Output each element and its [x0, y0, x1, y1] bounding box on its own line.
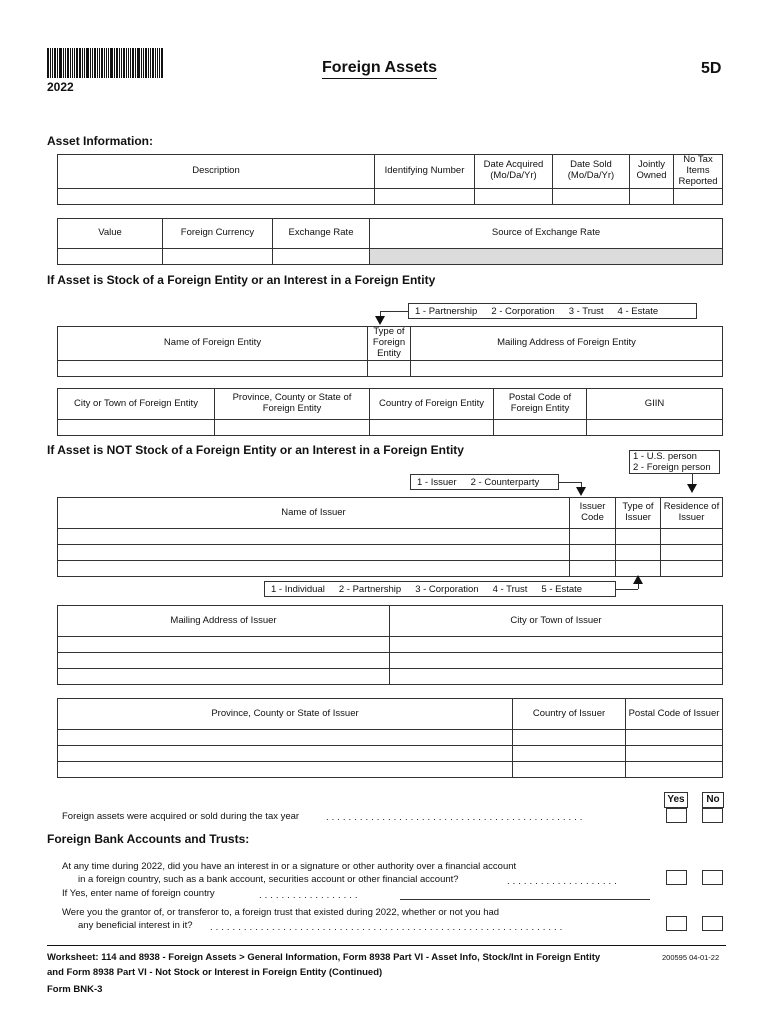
col-date-sold: Date Sold (Mo/Da/Yr)	[553, 155, 630, 189]
description-input[interactable]	[58, 188, 375, 204]
footer-worksheet-line1: Worksheet: 114 and 8938 - Foreign Assets > General Information, Form 8938 Part VI - Asset Info, Stock/Int in Foreign Entity	[47, 952, 601, 963]
barcode-bar	[108, 48, 109, 78]
col-issuer-residence: Residence of Issuer	[661, 498, 723, 529]
asset-value-table	[57, 218, 723, 265]
issuer-table	[57, 497, 723, 577]
barcode-bar	[141, 48, 142, 78]
issuer-code-input[interactable]	[570, 529, 616, 545]
footer-divider	[47, 945, 726, 946]
issuer-postal-input[interactable]	[626, 762, 723, 778]
col-issuer-name: Name of Issuer	[58, 498, 570, 529]
barcode-bar	[84, 48, 85, 78]
issuer-city-input[interactable]	[390, 637, 723, 653]
col-foreign-entity-name: Name of Foreign Entity	[58, 327, 368, 361]
col-foreign-currency: Foreign Currency	[163, 219, 273, 249]
jointly-owned-input[interactable]	[630, 188, 674, 204]
col-issuer-mailing-address: Mailing Address of Issuer	[58, 606, 390, 637]
issuer-type-input[interactable]	[616, 545, 661, 561]
date-acquired-input[interactable]	[475, 188, 553, 204]
issuer-code-legend	[410, 474, 559, 490]
foreign-trust-yes-checkbox[interactable]	[666, 916, 687, 931]
acquired-sold-yes-checkbox[interactable]	[666, 808, 687, 823]
not-stock-heading: If Asset is NOT Stock of a Foreign Entity or an Interest in a Foreign Entity	[47, 443, 464, 457]
col-issuer-country: Country of Issuer	[513, 699, 626, 730]
identifying-number-input[interactable]	[375, 188, 475, 204]
legend-item: 1 - Individual	[271, 583, 325, 595]
foreign-trust-question: Were you the grantor of, or transferor to, a foreign trust that existed during 2022, whether or not you had	[62, 907, 500, 918]
barcode-bar	[54, 48, 56, 78]
financial-account-question: At any time during 2022, did you have an interest in or a signature or other authority over a financial account	[62, 861, 517, 872]
barcode-bar	[157, 48, 158, 78]
no-column-label: No	[702, 792, 724, 808]
issuer-location-table	[57, 698, 723, 778]
financial-account-yes-checkbox[interactable]	[666, 870, 687, 885]
barcode-bar	[119, 48, 120, 78]
col-source-exchange-rate: Source of Exchange Rate	[370, 219, 723, 249]
leader-dots: ...............................................................	[210, 922, 566, 933]
footer-form-code: 200595 04-01-22	[662, 953, 720, 962]
col-province-state: Province, County or State of Foreign Entity	[215, 389, 370, 420]
barcode-bar	[106, 48, 107, 78]
issuer-country-input[interactable]	[513, 746, 626, 762]
leader-dots: ..................	[259, 890, 361, 901]
barcode-bar	[97, 48, 98, 78]
value-input[interactable]	[58, 249, 163, 265]
barcode-bar	[148, 48, 149, 78]
city-town-input[interactable]	[58, 420, 215, 436]
barcode-bar	[155, 48, 156, 78]
col-description: Description	[58, 155, 375, 189]
page-title: Foreign Assets	[322, 59, 437, 79]
barcode-bar	[94, 48, 96, 78]
barcode-bar	[57, 48, 58, 78]
col-exchange-rate: Exchange Rate	[273, 219, 370, 249]
barcode-bar	[135, 48, 136, 78]
legend-item: 3 - Trust	[568, 305, 604, 317]
source-exchange-rate-input[interactable]	[370, 249, 723, 265]
issuer-city-input[interactable]	[390, 653, 723, 669]
legend-item: 3 - Corporation	[415, 583, 479, 595]
foreign-trust-question-cont: any beneficial interest in it?	[78, 920, 193, 931]
issuer-residence-input[interactable]	[661, 561, 723, 577]
issuer-name-input[interactable]	[58, 529, 570, 545]
barcode-bar	[128, 48, 129, 78]
col-identifying-number: Identifying Number	[375, 155, 475, 189]
legend-item: 4 - Estate	[617, 305, 659, 317]
form-number: 5D	[701, 60, 722, 77]
legend-item: 1 - Issuer	[417, 476, 457, 488]
barcode-bar	[121, 48, 122, 78]
col-country: Country of Foreign Entity	[370, 389, 494, 420]
barcode-bar	[126, 48, 127, 78]
barcode-bar	[50, 48, 51, 78]
foreign-entity-name-input[interactable]	[58, 360, 368, 376]
legend-item: 2 - Counterparty	[470, 476, 540, 488]
barcode-bar	[74, 48, 75, 78]
col-city-town: City or Town of Foreign Entity	[58, 389, 215, 420]
barcode-bar	[152, 48, 154, 78]
footer-worksheet-line2: and Form 8938 Part VI - Not Stock or Interest in Foreign Entity (Continued)	[47, 967, 383, 978]
legend-connector	[380, 311, 408, 312]
issuer-residence-input[interactable]	[661, 529, 723, 545]
issuer-code-input[interactable]	[570, 545, 616, 561]
barcode-bar	[110, 48, 113, 78]
no-tax-items-input[interactable]	[674, 188, 723, 204]
legend-item: 1 - U.S. person	[633, 451, 697, 462]
stock-entity-heading: If Asset is Stock of a Foreign Entity or an Interest in a Foreign Entity	[47, 273, 436, 287]
barcode-bar	[76, 48, 78, 78]
col-foreign-entity-address: Mailing Address of Foreign Entity	[411, 327, 723, 361]
barcode-bar	[63, 48, 64, 78]
date-sold-input[interactable]	[553, 188, 630, 204]
foreign-country-question: If Yes, enter name of foreign country	[62, 888, 215, 899]
giin-input[interactable]	[587, 420, 723, 436]
issuer-province-input[interactable]	[58, 746, 513, 762]
tax-year: 2022	[47, 80, 74, 94]
issuer-postal-input[interactable]	[626, 746, 723, 762]
barcode-bar	[123, 48, 125, 78]
footer-form-label: Form BNK-3	[47, 984, 103, 995]
arrow-down-icon	[375, 316, 385, 325]
legend-item: 2 - Foreign person	[633, 462, 711, 473]
col-issuer-province: Province, County or State of Issuer	[58, 699, 513, 730]
legend-connector	[692, 474, 693, 484]
financial-account-question-cont: in a foreign country, such as a bank account, securities account or other financial account?	[78, 874, 459, 885]
col-issuer-type: Type of Issuer	[616, 498, 661, 529]
arrow-up-icon	[633, 575, 643, 584]
col-value: Value	[58, 219, 163, 249]
barcode-bar	[65, 48, 66, 78]
col-no-tax-items: No Tax Items Reported	[674, 155, 723, 189]
yes-column-label: Yes	[664, 792, 688, 808]
barcode	[47, 48, 181, 78]
legend-item: 2 - Corporation	[491, 305, 555, 317]
barcode-bar	[101, 48, 103, 78]
barcode-bar	[130, 48, 131, 78]
foreign-entity-location-table	[57, 388, 723, 436]
leader-dots: ..............................................	[326, 812, 586, 823]
barcode-bar	[132, 48, 134, 78]
barcode-bar	[116, 48, 118, 78]
issuer-city-input[interactable]	[390, 669, 723, 685]
barcode-bar	[47, 48, 49, 78]
issuer-code-input[interactable]	[570, 561, 616, 577]
col-postal-code: Postal Code of Foreign Entity	[494, 389, 587, 420]
issuer-name-input[interactable]	[58, 561, 570, 577]
barcode-bar	[90, 48, 91, 78]
issuer-province-input[interactable]	[58, 762, 513, 778]
barcode-bar	[92, 48, 93, 78]
legend-connector	[616, 589, 638, 590]
issuer-type-legend	[264, 581, 616, 597]
barcode-bar	[137, 48, 140, 78]
barcode-bar	[99, 48, 100, 78]
col-issuer-code: Issuer Code	[570, 498, 616, 529]
leader-dots: ....................	[507, 876, 620, 887]
col-issuer-city: City or Town of Issuer	[390, 606, 723, 637]
entity-type-legend	[408, 303, 697, 319]
issuer-address-input[interactable]	[58, 637, 390, 653]
issuer-residence-input[interactable]	[661, 545, 723, 561]
exchange-rate-input[interactable]	[273, 249, 370, 265]
arrow-down-icon	[576, 487, 586, 496]
barcode-bar	[150, 48, 151, 78]
province-state-input[interactable]	[215, 420, 370, 436]
issuer-province-input[interactable]	[58, 730, 513, 746]
bank-accounts-heading: Foreign Bank Accounts and Trusts:	[47, 832, 250, 846]
foreign-entity-type-input[interactable]	[368, 360, 411, 376]
col-giin: GIIN	[587, 389, 723, 420]
arrow-down-icon	[687, 484, 697, 493]
barcode-bar	[143, 48, 144, 78]
legend-item: 2 - Partnership	[338, 583, 402, 595]
acquired-sold-no-checkbox[interactable]	[702, 808, 723, 823]
barcode-bar	[52, 48, 53, 78]
legend-item: 5 - Estate	[541, 583, 583, 595]
barcode-bar	[67, 48, 69, 78]
issuer-country-input[interactable]	[513, 762, 626, 778]
foreign-entity-table	[57, 326, 723, 377]
legend-item: 4 - Trust	[492, 583, 528, 595]
foreign-trust-no-checkbox[interactable]	[702, 916, 723, 931]
issuer-postal-input[interactable]	[626, 730, 723, 746]
barcode-bar	[159, 48, 160, 78]
issuer-address-table	[57, 605, 723, 685]
legend-item: 1 - Partnership	[415, 305, 478, 317]
barcode-bar	[70, 48, 71, 78]
postal-code-input[interactable]	[494, 420, 587, 436]
legend-connector	[559, 482, 581, 483]
barcode-bar	[86, 48, 89, 78]
issuer-country-input[interactable]	[513, 730, 626, 746]
col-date-acquired: Date Acquired (Mo/Da/Yr)	[475, 155, 553, 189]
issuer-name-input[interactable]	[58, 545, 570, 561]
foreign-country-input[interactable]	[400, 899, 650, 900]
barcode-bar	[114, 48, 115, 78]
barcode-bar	[104, 48, 105, 78]
residence-legend	[629, 450, 720, 474]
foreign-entity-address-input[interactable]	[411, 360, 723, 376]
col-foreign-entity-type: Type of Foreign Entity	[368, 327, 411, 361]
asset-info-table	[57, 154, 723, 205]
barcode-bar	[72, 48, 73, 78]
barcode-bar	[145, 48, 147, 78]
issuer-address-input[interactable]	[58, 669, 390, 685]
acquired-sold-question: Foreign assets were acquired or sold during the tax year	[62, 811, 300, 822]
issuer-type-input[interactable]	[616, 529, 661, 545]
col-jointly-owned: Jointly Owned	[630, 155, 674, 189]
barcode-bar	[59, 48, 62, 78]
asset-info-heading: Asset Information:	[47, 134, 154, 148]
financial-account-no-checkbox[interactable]	[702, 870, 723, 885]
barcode-bar	[79, 48, 81, 78]
barcode-bar	[161, 48, 163, 78]
country-input[interactable]	[370, 420, 494, 436]
issuer-address-input[interactable]	[58, 653, 390, 669]
foreign-currency-input[interactable]	[163, 249, 273, 265]
col-issuer-postal: Postal Code of Issuer	[626, 699, 723, 730]
barcode-bar	[82, 48, 83, 78]
